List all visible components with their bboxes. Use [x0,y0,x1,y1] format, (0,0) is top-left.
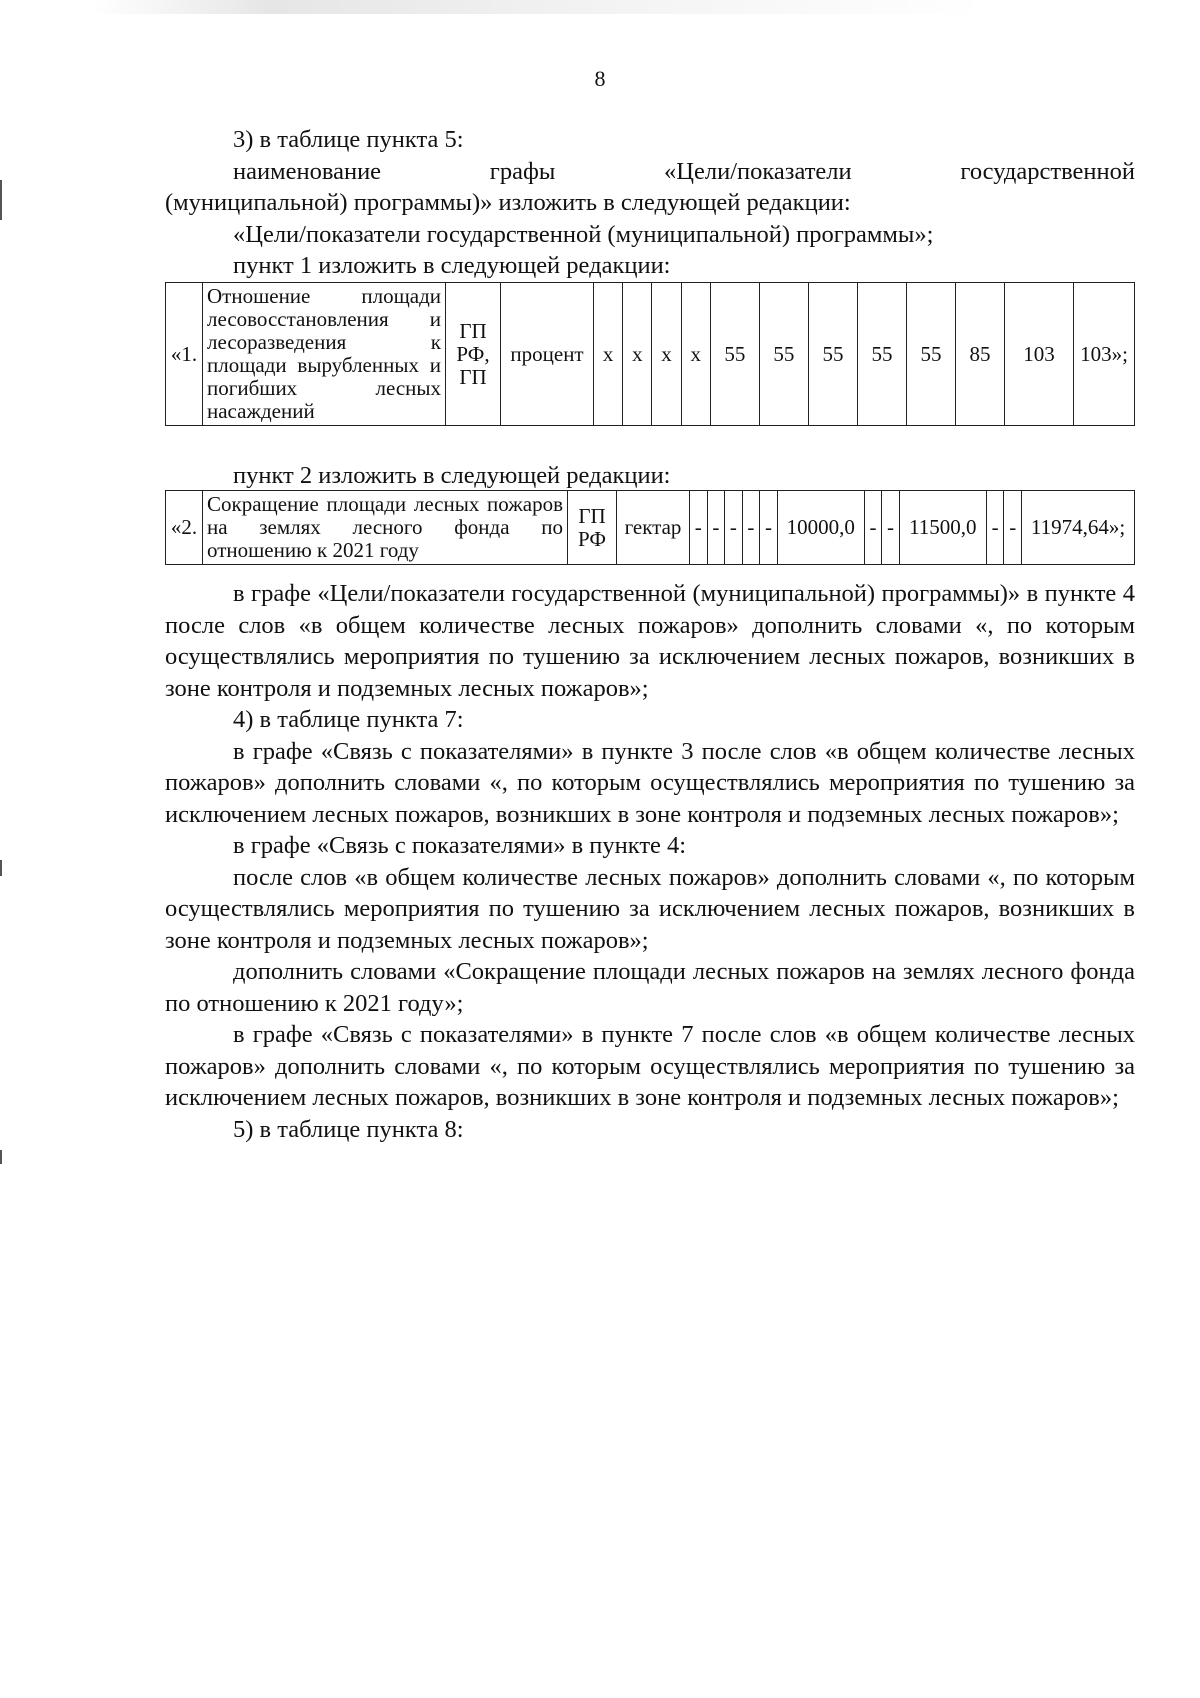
table-cell: х [652,283,681,426]
paragraph-point1-heading: пункт 1 изложить в следующей редакции: [233,252,671,279]
scan-artifact [90,0,990,14]
table-cell: 55 [857,283,906,426]
paragraph-point2-heading: пункт 2 изложить в следующей редакции: [233,462,671,489]
table-cell: ГП РФ, ГП [446,283,501,426]
table-cell: - [725,491,743,565]
paragraph-new-column-name: «Цели/показатели государственной (муниципальной) программы»; [233,220,934,248]
table-cell: ГП РФ [568,491,617,565]
table-cell: «2. [166,491,203,565]
table-cell: - [690,491,708,565]
table-cell: Отношение площади лесовосстановления и лесоразведения к площади вырубленных и погибших лесных насаждений [203,283,446,426]
scan-edge-mark [0,860,2,876]
paragraph-after-words: после слов «в общем количестве лесных пожаров» дополнить словами «, по которым осуществлялись мероприятия по тушению за исключением лесных пожаров, возникших в зоне контроля и подземных лесных пожаров»; [165,863,1135,954]
page-number: 8 [594,66,606,91]
table-cell: - [742,491,760,565]
table-cell: 11974,64»; [1022,491,1135,565]
scan-edge-mark [0,1150,2,1164]
scan-edge-mark [0,180,2,220]
paragraph-add-words: дополнить словами «Сокращение площади лесных пожаров на землях лесного фонда по отношению к 2021 году»; [165,958,1135,1017]
paragraph-item4: 4) в таблице пункта 7: [233,706,464,733]
table-cell: х [594,283,623,426]
table-row [166,283,1135,426]
table-cell: - [882,491,900,565]
table-cell: х [623,283,652,426]
table-cell: 103 [1005,283,1074,426]
table-cell: 103»; [1074,283,1135,426]
table-cell: х [681,283,710,426]
paragraph-item3: 3) в таблице пункта 5: [233,126,464,153]
table-cell: 55 [808,283,857,426]
table-cell: 55 [759,283,808,426]
table-cell: 85 [956,283,1005,426]
table-cell: - [986,491,1004,565]
paragraph-link-point3: в графе «Связь с показателями» в пункте 3 после слов «в общем количестве лесных пожаров» дополнить словами «, по которым осуществлялись мероприятия по тушению за исключением лесных пожаров, возникших в зоне контроля и подземных лесных пожаров»; [165,737,1135,828]
paragraph-column-point4: в графе «Цели/показатели государственной (муниципальной) программы)» в пункте 4 после слов «в общем количестве лесных пожаров» дополнить словами «, по которым осуществлялись мероприятия по тушению за исключением лесных пожаров, возникших в зоне контроля и подземных лесных пожаров»; [165,580,1135,702]
table-cell: 11500,0 [899,491,986,565]
table-point2 [165,490,1135,565]
table-cell: 10000,0 [777,491,864,565]
table-cell: - [864,491,882,565]
table-cell: процент [501,283,594,426]
table-cell: - [707,491,725,565]
body-block [165,578,1135,1145]
intro-block [165,124,1135,282]
table-cell: - [760,491,778,565]
table-cell: Сокращение площади лесных пожаров на землях лесного фонда по отношению к 2021 году [203,491,568,565]
table-row [166,491,1135,565]
table-cell: - [1004,491,1022,565]
table-cell: «1. [166,283,203,426]
paragraph-rename-column-cont: (муниципальной) программы)» изложить в следующей редакции: [165,189,851,216]
table-cell: гектар [617,491,690,565]
paragraph-link-point7: в графе «Связь с показателями» в пункте 7 после слов «в общем количестве лесных пожаров» дополнить словами «, по которым осуществлялись мероприятия по тушению за исключением лесных пожаров, возникших в зоне контроля и подземных лесных пожаров»; [165,1021,1135,1111]
table-cell: 55 [907,283,956,426]
paragraph-link-point4: в графе «Связь с показателями» в пункте 4: [233,832,687,859]
table-cell: 55 [710,283,759,426]
paragraph-rename-column: наименование графы «Цели/показатели государственной [233,157,1135,185]
table-point1 [165,282,1135,426]
paragraph-item5: 5) в таблице пункта 8: [233,1115,464,1143]
